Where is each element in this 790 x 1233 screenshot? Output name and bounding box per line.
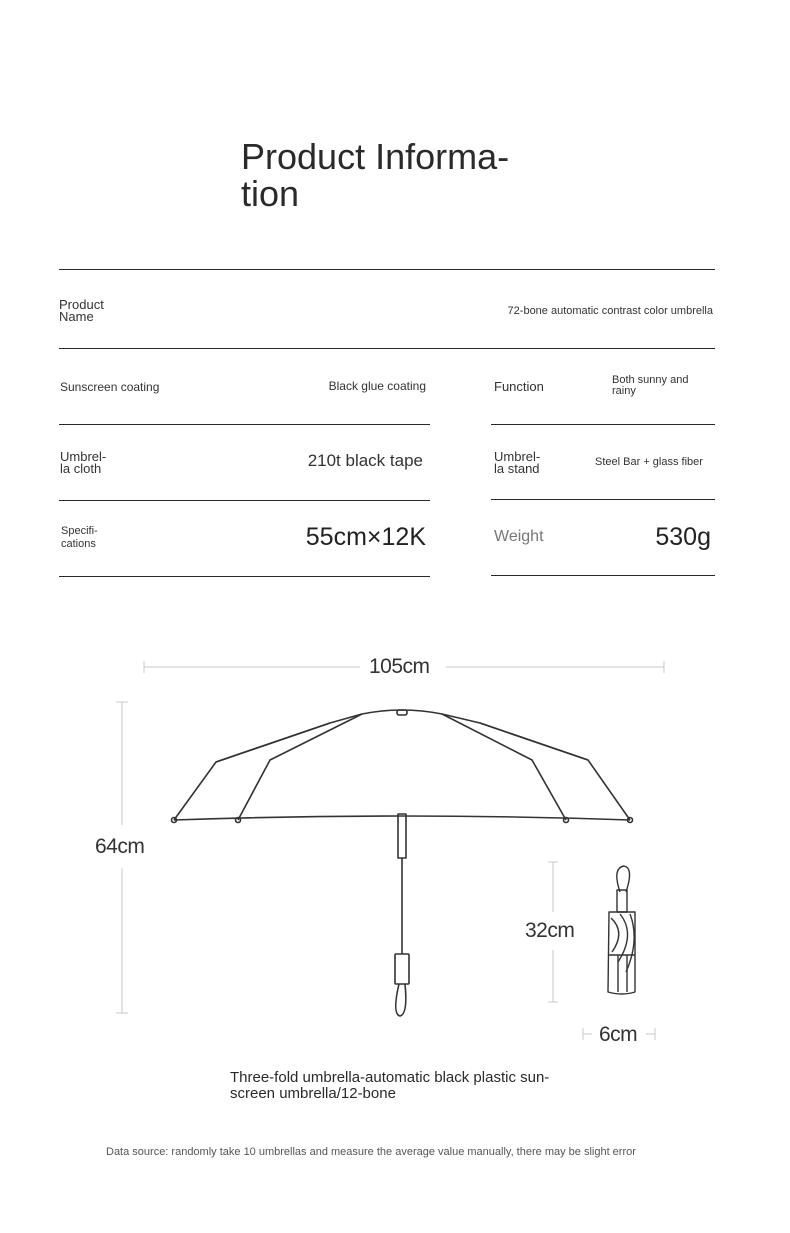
folded-umbrella-icon [608,866,635,994]
data-source-note: Data source: randomly take 10 umbrellas and measure the average value manually, there may be slight error [106,1146,636,1158]
coating-label: Sunscreen coating [60,380,160,394]
weight-label: Weight [494,528,544,545]
function-value: Both sunny and rainy [612,374,689,397]
product-name-value: 72-bone automatic contrast color umbrella [507,305,713,317]
weight-value: 530g [655,523,711,551]
product-caption: Three-fold umbrella-automatic black plastic sun- screen umbrella/12-bone [230,1069,550,1102]
cloth-label: Umbrel- la cloth [60,449,107,476]
folded-width-label: 6cm [599,1023,638,1046]
specs-label: Specifi- cations [61,525,98,550]
specs-value: 55cm×12K [305,523,426,551]
page-title: Product Informa- tion [241,136,510,214]
coating-value: Black glue coating [328,379,426,393]
folded-height-label: 32cm [525,919,575,942]
stand-value: Steel Bar + glass fiber [595,456,703,468]
product-name-label: Product Name [59,297,104,324]
cloth-value: 210t black tape [307,451,423,470]
function-label: Function [494,379,544,394]
open-umbrella-icon [172,710,633,1016]
open-width-label: 105cm [369,655,430,678]
open-height-label: 64cm [95,835,145,858]
stand-label: Umbrel- la stand [494,449,541,476]
